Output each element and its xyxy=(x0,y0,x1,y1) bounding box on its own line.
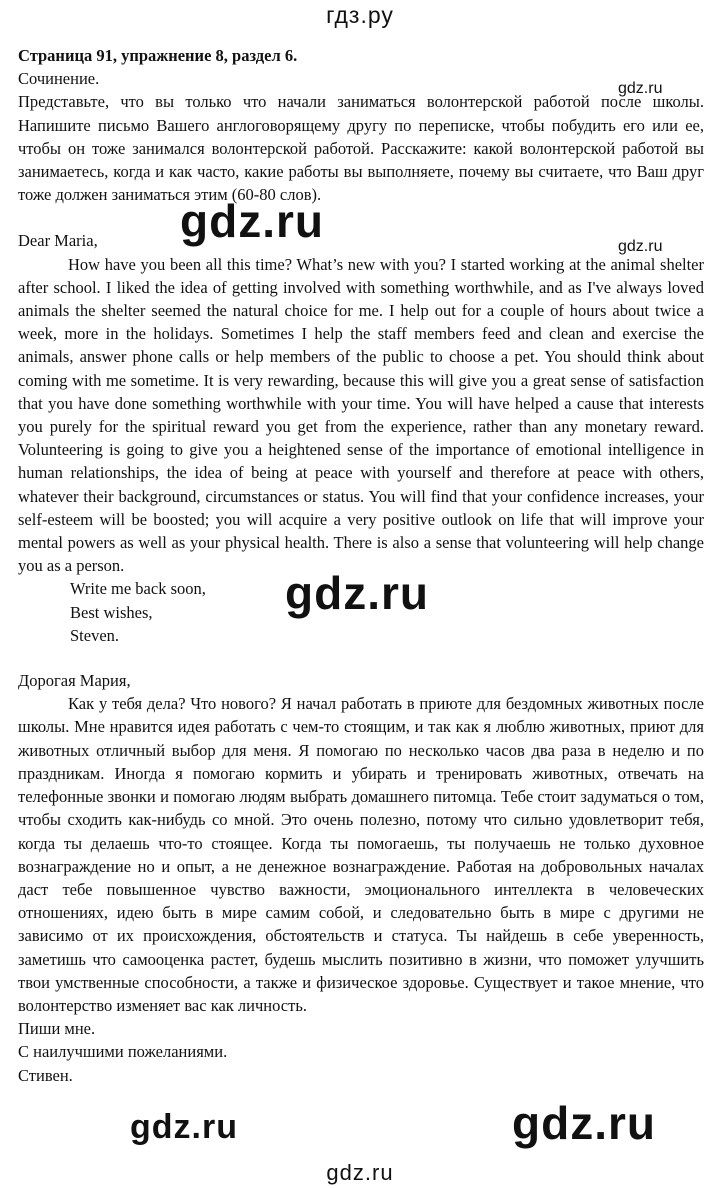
english-closing-line: Best wishes, xyxy=(70,602,153,622)
english-closing-line: Write me back soon, xyxy=(70,579,206,599)
english-letter-body: How have you been all this time? What’s new with you? I started working at the animal shelter after school. I liked the idea of getting involved with something worthwhile, and as I've always loved animals the shelter seemed the natural choice for me. I help out for a couple of hours about twice a week, more in the holidays. Sometimes I help the staff members feed and clean and exercise the animals, answer phone calls or help members of the public to choose a pet. You should think about coming with me sometime. It is very rewarding, because this will give you a great sense of satisfaction that you have done something worthwhile with your time. You will have helped a cause that interests you purely for the spiritual reward you get from the experience, rather than any monetary reward. Volunteering is going to give you a heightened sense of the importance of emotional intelligence in human relationships, the idea of being at peace with yourself and therefore at peace with others, whatever their background, circumstances or status. You will find that your confidence increases, your self-esteem will be boosted; you will acquire a very positive outlook on life that will improve your mental powers as well as your physical health. There is also a sense that volunteering will help change you as a person. xyxy=(18,254,704,576)
task-text: Представьте, что вы только что начали заниматься волонтерской работой после школы. Напишите письмо Вашего англоговорящему другу по переписке, чтобы побудить его или ее, чтобы он тоже занимался волонтерской работой. Расскажите: какой волонтерской работой вы занимаетесь, когда и как часто, какие работы вы выполняете, почему вы считаете, что Ваш друг тоже должен заниматься этим (60-80 слов). xyxy=(18,92,704,205)
russian-letter-body: Как у тебя дела? Что нового? Я начал работать в приюте для бездомных животных после школы. Мне нравится идея работать с чем-то стоящим, и так как я люблю животных, приют для животных отличный выбор для меня. Я помогаю по несколько часов два раза в неделю и по праздникам. Иногда я помогаю кормить и убирать и тренировать животных, отвечать на телефонные звонки и помогаю людям выбрать домашнего питомца. Тебе стоит задуматься о том, чтобы сходить как-нибудь со мной. Это очень полезно, потому что сильно удовлетворит тебя, когда ты делаешь что-то стоящее. Когда ты помогаешь, ты получаешь не только духовное вознаграждение но и опыт, а не денежное вознаграждение. Работая на добровольных началах даст тебе повышенное чувство важности, эмоционального интеллекта в человеческих отношениях, идею быть в мире самим собой, и следовательно быть в мире с другими не зависимо от их происхождения, обстоятельств и статуса. Ты найдешь в себе уверенность, заметишь что самооценка растет, будешь мыслить позитивно в жизни, что поможет улучшить твои умственные способности, а также и физическое здоровье. Существует и такое мнение, что волонтерство изменяет вас как личность. xyxy=(18,694,704,1015)
english-signature: Steven. xyxy=(70,625,120,645)
watermark-small: gdz.ru xyxy=(618,238,663,255)
document-content xyxy=(18,44,704,1087)
watermark-large: gdz.ru xyxy=(285,567,429,619)
watermark-small: gdz.ru xyxy=(618,80,663,97)
english-greeting: Dear Maria, xyxy=(18,231,98,251)
site-footer-label: gdz.ru xyxy=(326,1160,394,1185)
task-type: Сочинение. xyxy=(18,69,100,89)
watermark-medium: gdz.ru xyxy=(130,1108,238,1146)
russian-closing-line: Пиши мне. xyxy=(18,1019,96,1039)
watermark-large: gdz.ru xyxy=(512,1097,656,1149)
site-header-label: гдз.ру xyxy=(326,2,394,28)
watermark-large: gdz.ru xyxy=(180,195,324,247)
russian-greeting: Дорогая Мария, xyxy=(18,671,131,691)
russian-signature: Стивен. xyxy=(18,1065,73,1085)
exercise-heading: Страница 91, упражнение 8, раздел 6. xyxy=(18,46,298,65)
russian-closing-line: С наилучшими пожеланиями. xyxy=(18,1042,228,1062)
